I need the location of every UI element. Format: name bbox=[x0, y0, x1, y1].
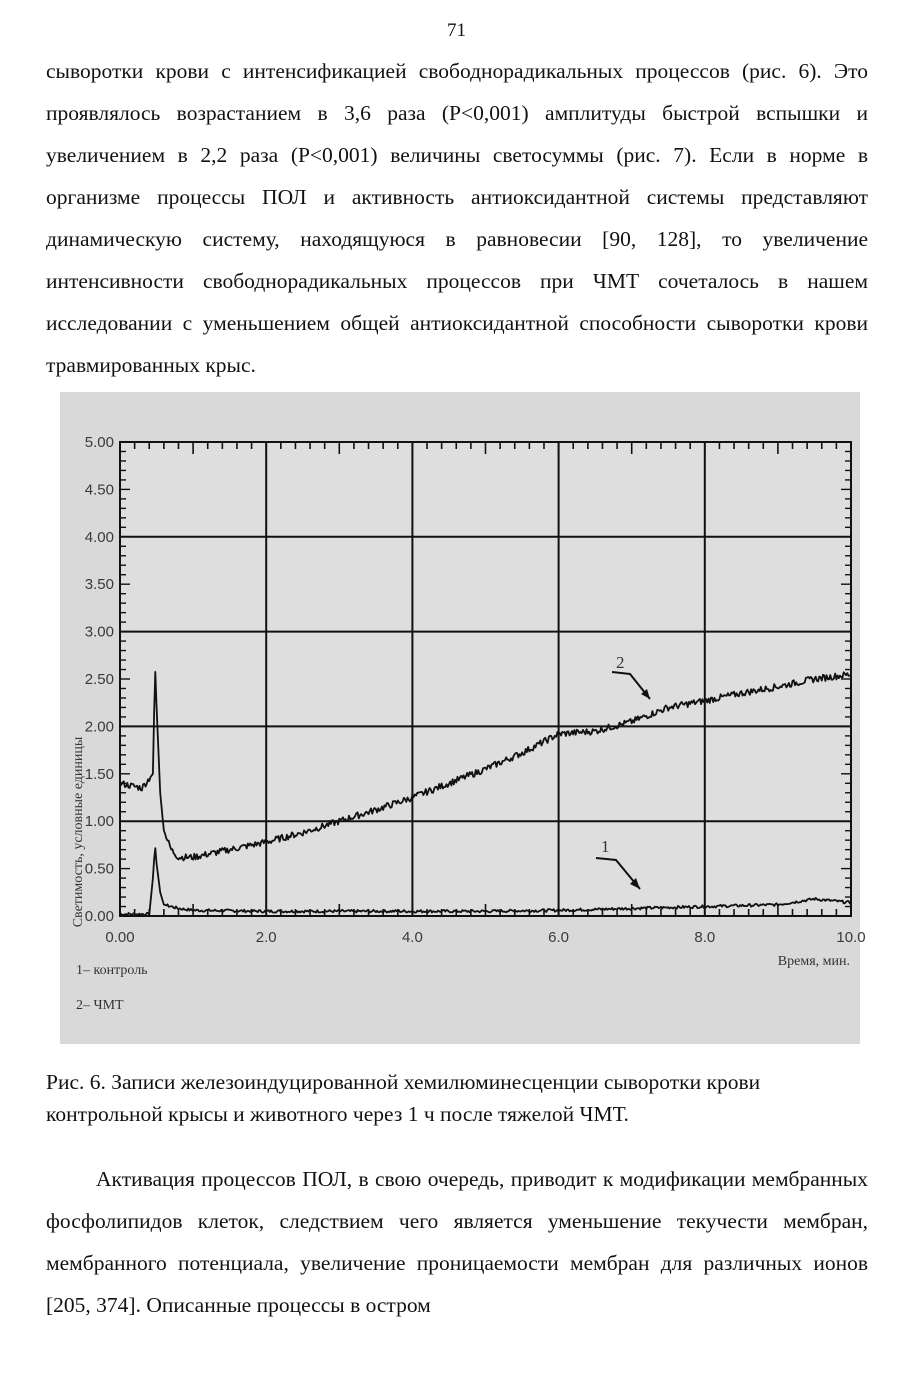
y-tick-label: 0.00 bbox=[84, 908, 114, 925]
x-tick-label: 10.0 bbox=[836, 929, 866, 946]
annotation-label-1: 1 bbox=[601, 837, 610, 856]
y-tick-label: 3.50 bbox=[84, 576, 114, 594]
y-tick-label: 4.50 bbox=[84, 481, 114, 499]
x-tick-label: 8.0 bbox=[694, 929, 716, 946]
y-tick-label: 2.50 bbox=[84, 671, 114, 688]
y-axis-label: Светимость, условные единицы bbox=[71, 736, 86, 928]
chemiluminescence-chart bbox=[60, 392, 866, 1044]
figure-caption: Рис. 6. Записи железоиндуцированной хемилюминесценции сыворотки крови контрольной крысы и животного через 1 ч после тяжелой ЧМТ. bbox=[46, 1070, 761, 1126]
x-axis-label: Время, мин. bbox=[777, 954, 850, 969]
y-tick-label: 1.00 bbox=[84, 813, 114, 831]
legend-entry-control: 1– контроль bbox=[76, 963, 148, 978]
body-paragraph-bottom: Активация процессов ПОЛ, в свою очередь, приводит к модификации мембранных фосфолипидов клеток, следствием чего является уменьшение текучести мембран, мембранного потенциала, увеличение проницаемости мембран для различных ионов [205, 374]. Описанные процессы в остром bbox=[46, 1167, 868, 1317]
y-tick-label: 5.00 bbox=[84, 434, 114, 451]
body-paragraph-top: сыворотки крови с интенсификацией свободнорадикальных процессов (рис. 6). Это проявлялось возрастанием в 3,6 раза (Р<0,001) амплитуды быстрой вспышки и увеличением в 2,2 раза (Р<0,001) величины светосуммы (рис. 7). Если в норме в организме процессы ПОЛ и активность антиоксидантной системы представляют динамическую систему, находящуюся в равновесии [90, 128], то увеличение интенсивности свободнорадикальных процессов при ЧМТ сочеталось в нашем исследовании с уменьшением общей антиоксидантной способности сыворотки крови травмированных крыс. bbox=[46, 59, 868, 377]
y-tick-label: 1.50 bbox=[84, 765, 114, 783]
y-tick-label: 2.00 bbox=[84, 718, 114, 736]
plot-area bbox=[120, 442, 851, 916]
y-tick-label: 3.00 bbox=[84, 623, 114, 641]
x-tick-label: 4.0 bbox=[401, 929, 423, 946]
x-tick-label: 6.0 bbox=[548, 929, 570, 946]
x-tick-label: 0.00 bbox=[105, 929, 135, 946]
chart-figure bbox=[60, 392, 866, 1044]
y-tick-label: 0.50 bbox=[84, 860, 114, 878]
chart-grid bbox=[120, 442, 851, 916]
page-number: 71 bbox=[447, 20, 466, 41]
y-tick-label: 4.00 bbox=[84, 528, 114, 546]
x-tick-label: 2.0 bbox=[255, 929, 277, 946]
annotation-label-2: 2 bbox=[616, 653, 625, 672]
legend-entry-tbi: 2– ЧМТ bbox=[76, 998, 124, 1013]
